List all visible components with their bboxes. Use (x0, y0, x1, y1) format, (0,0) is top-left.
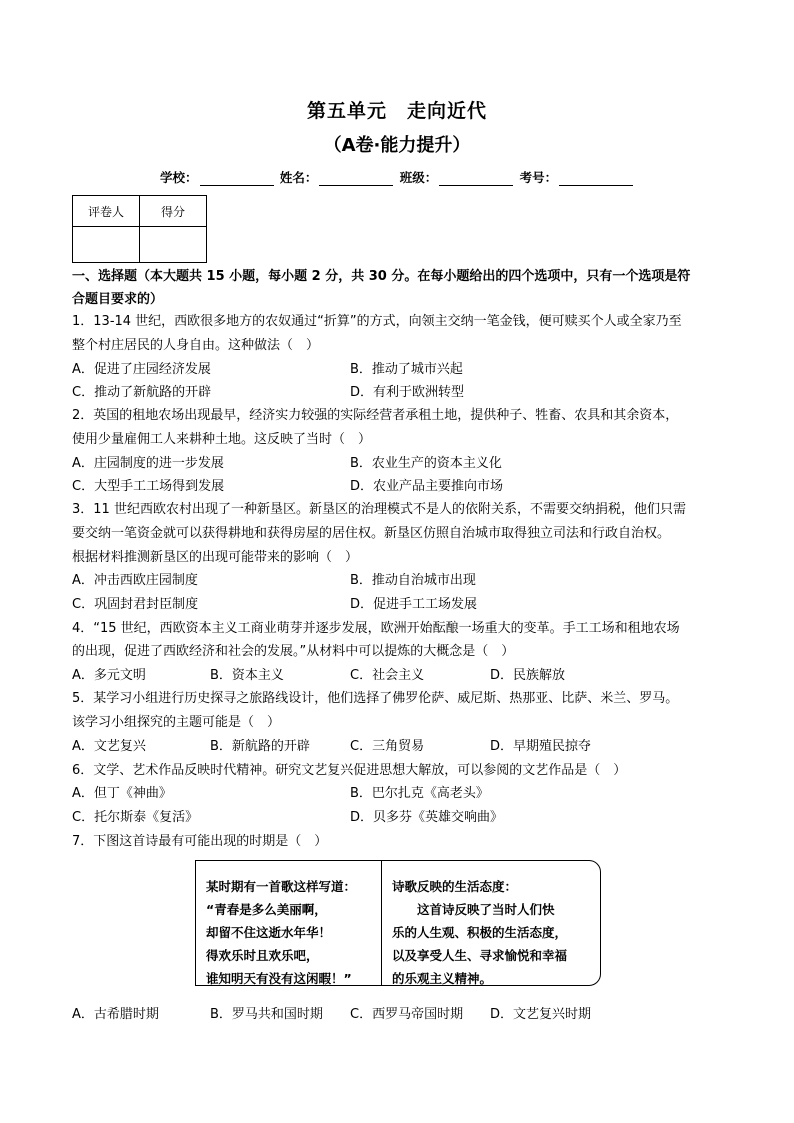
name-field[interactable] (319, 171, 393, 186)
q1-stem-line: 1．13-14 世纪，西欧很多地方的农奴通过“折算”的方式，向领主交纳一笔金钱，便可赎买个人或全家乃至 (72, 314, 682, 329)
poem-line: 谁知明天有没有这闲暇！” (206, 971, 352, 986)
school-field[interactable] (200, 171, 274, 186)
q6-option-d[interactable]: D．贝多芬《英雄交响曲》 (350, 810, 504, 825)
q4-option-b[interactable]: B．资本主义 (210, 668, 284, 683)
q3-stem-line: 根据材料推测新垦区的出现可能带来的影响（ ） (72, 550, 359, 565)
grader-cell[interactable] (73, 227, 140, 263)
poem-line: 得欢乐时且欢乐吧， (206, 948, 319, 963)
q7-option-d[interactable]: D．文艺复兴时期 (490, 1007, 592, 1022)
q5-option-b[interactable]: B．新航路的开辟 (210, 739, 310, 754)
attitude-text: 以及享受人生、寻求愉悦和幸福 (392, 948, 568, 963)
q7-option-b[interactable]: B．罗马共和国时期 (210, 1007, 323, 1022)
poem-divider (381, 861, 382, 985)
q2-option-a[interactable]: A．庄园制度的进一步发展 (72, 456, 224, 471)
number-field[interactable] (559, 171, 633, 186)
section-heading-line: 合题目要求的） (72, 292, 164, 307)
attitude-text: 乐的人生观、积极的生活态度， (392, 925, 568, 940)
number-label: 考号： (519, 170, 558, 185)
class-field[interactable] (439, 171, 513, 186)
q1-stem-line: 整个村庄居民的人身自由。这种做法（ ） (72, 338, 320, 353)
q5-option-d[interactable]: D．早期殖民掠夺 (490, 739, 592, 754)
poem-line: 却留不住这逝水年华！ (206, 925, 332, 940)
score-table (72, 195, 207, 263)
q3-option-c[interactable]: C．巩固封君封臣制度 (72, 597, 199, 612)
q2-stem-line: 使用少量雇佣工人来耕种土地。这反映了当时（ ） (72, 432, 372, 447)
q6-stem-line: 6．文学、艺术作品反映时代精神。研究文艺复兴促进思想大解放，可以参阅的文艺作品是（ ） (72, 763, 627, 778)
page-subtitle: （A卷·能力提升） (323, 135, 471, 156)
section-heading-line: 一、选择题（本大题共 15 小题，每小题 2 分，共 30 分。在每小题给出的四个选项中，只有一个选项是符 (72, 269, 691, 284)
q5-stem-line: 该学习小组探究的主题可能是（ ） (72, 715, 281, 730)
poem-box (195, 860, 601, 986)
poem-left-panel (206, 875, 376, 990)
poem-intro: 某时期有一首歌这样写道： (206, 879, 357, 894)
q6-option-a[interactable]: A．但丁《神曲》 (72, 786, 172, 801)
page-title: 第五单元 走向近代 (306, 100, 487, 122)
q3-option-b[interactable]: B．推动自治城市出现 (350, 573, 476, 588)
class-label: 班级： (399, 170, 438, 185)
q3-option-a[interactable]: A．冲击西欧庄园制度 (72, 573, 198, 588)
q4-stem-line: 的出现，促进了西欧经济和社会的发展。”从材料中可以提炼的大概念是（ ） (72, 644, 515, 659)
q4-option-c[interactable]: C．社会主义 (350, 668, 425, 683)
attitude-text: 这首诗反映了当时人们快 (417, 902, 555, 917)
q1-option-c[interactable]: C．推动了新航路的开辟 (72, 385, 212, 400)
section-heading (72, 265, 724, 311)
q3-option-d[interactable]: D．促进手工工场发展 (350, 597, 478, 612)
attitude-heading: 诗歌反映的生活态度： (392, 879, 518, 894)
q2-option-b[interactable]: B．农业生产的资本主义化 (350, 456, 502, 471)
q1-option-a[interactable]: A．促进了庄园经济发展 (72, 362, 211, 377)
q7-option-a[interactable]: A．古希腊时期 (72, 1007, 159, 1022)
grader-header: 评卷人 (73, 196, 140, 227)
q5-option-c[interactable]: C．三角贸易 (350, 739, 425, 754)
q4-option-a[interactable]: A．多元文明 (72, 668, 146, 683)
q1-option-b[interactable]: B．推动了城市兴起 (350, 362, 463, 377)
q3-stem-line: 3．11 世纪西欧农村出现了一种新垦区。新垦区的治理模式不是人的依附关系，不需要交纳捐税，他们只需 (72, 502, 686, 517)
poem-right-panel (392, 875, 596, 990)
q7-stem-line: 7．下图这首诗最有可能出现的时期是（ ） (72, 834, 328, 849)
student-info (160, 168, 635, 186)
q1-option-d[interactable]: D．有利于欧洲转型 (350, 385, 465, 400)
q3-stem-line: 要交纳一笔资金就可以获得耕地和获得房屋的居住权。新垦区仿照自治城市取得独立司法和行政自治权。 (72, 526, 671, 541)
q6-option-b[interactable]: B．巴尔扎克《高老头》 (350, 786, 489, 801)
q2-option-c[interactable]: C．大型手工工场得到发展 (72, 479, 225, 494)
score-cell[interactable] (140, 227, 207, 263)
score-header: 得分 (140, 196, 207, 227)
q5-stem-line: 5．某学习小组进行历史探寻之旅路线设计，他们选择了佛罗伦萨、威尼斯、热那亚、比萨、米兰、罗马。 (72, 691, 679, 706)
q4-stem-line: 4．“15 世纪，西欧资本主义工商业萌芽并逐步发展，欧洲开始酝酿一场重大的变革。手工工场和租地农场 (72, 621, 680, 636)
poem-line: “青春是多么美丽啊， (206, 902, 327, 917)
school-label: 学校： (160, 170, 198, 185)
q7-option-c[interactable]: C．西罗马帝国时期 (350, 1007, 464, 1022)
q5-option-a[interactable]: A．文艺复兴 (72, 739, 146, 754)
q6-option-c[interactable]: C．托尔斯泰《复活》 (72, 810, 199, 825)
q2-stem-line: 2．英国的租地农场出现最早，经济实力较强的实际经营者承租土地，提供种子、牲畜、农具和其余资本， (72, 408, 679, 423)
q2-option-d[interactable]: D．农业产品主要推向市场 (350, 479, 504, 494)
name-label: 姓名： (279, 170, 318, 185)
q4-option-d[interactable]: D．民族解放 (490, 668, 566, 683)
attitude-text: 的乐观主义精神。 (392, 971, 493, 986)
